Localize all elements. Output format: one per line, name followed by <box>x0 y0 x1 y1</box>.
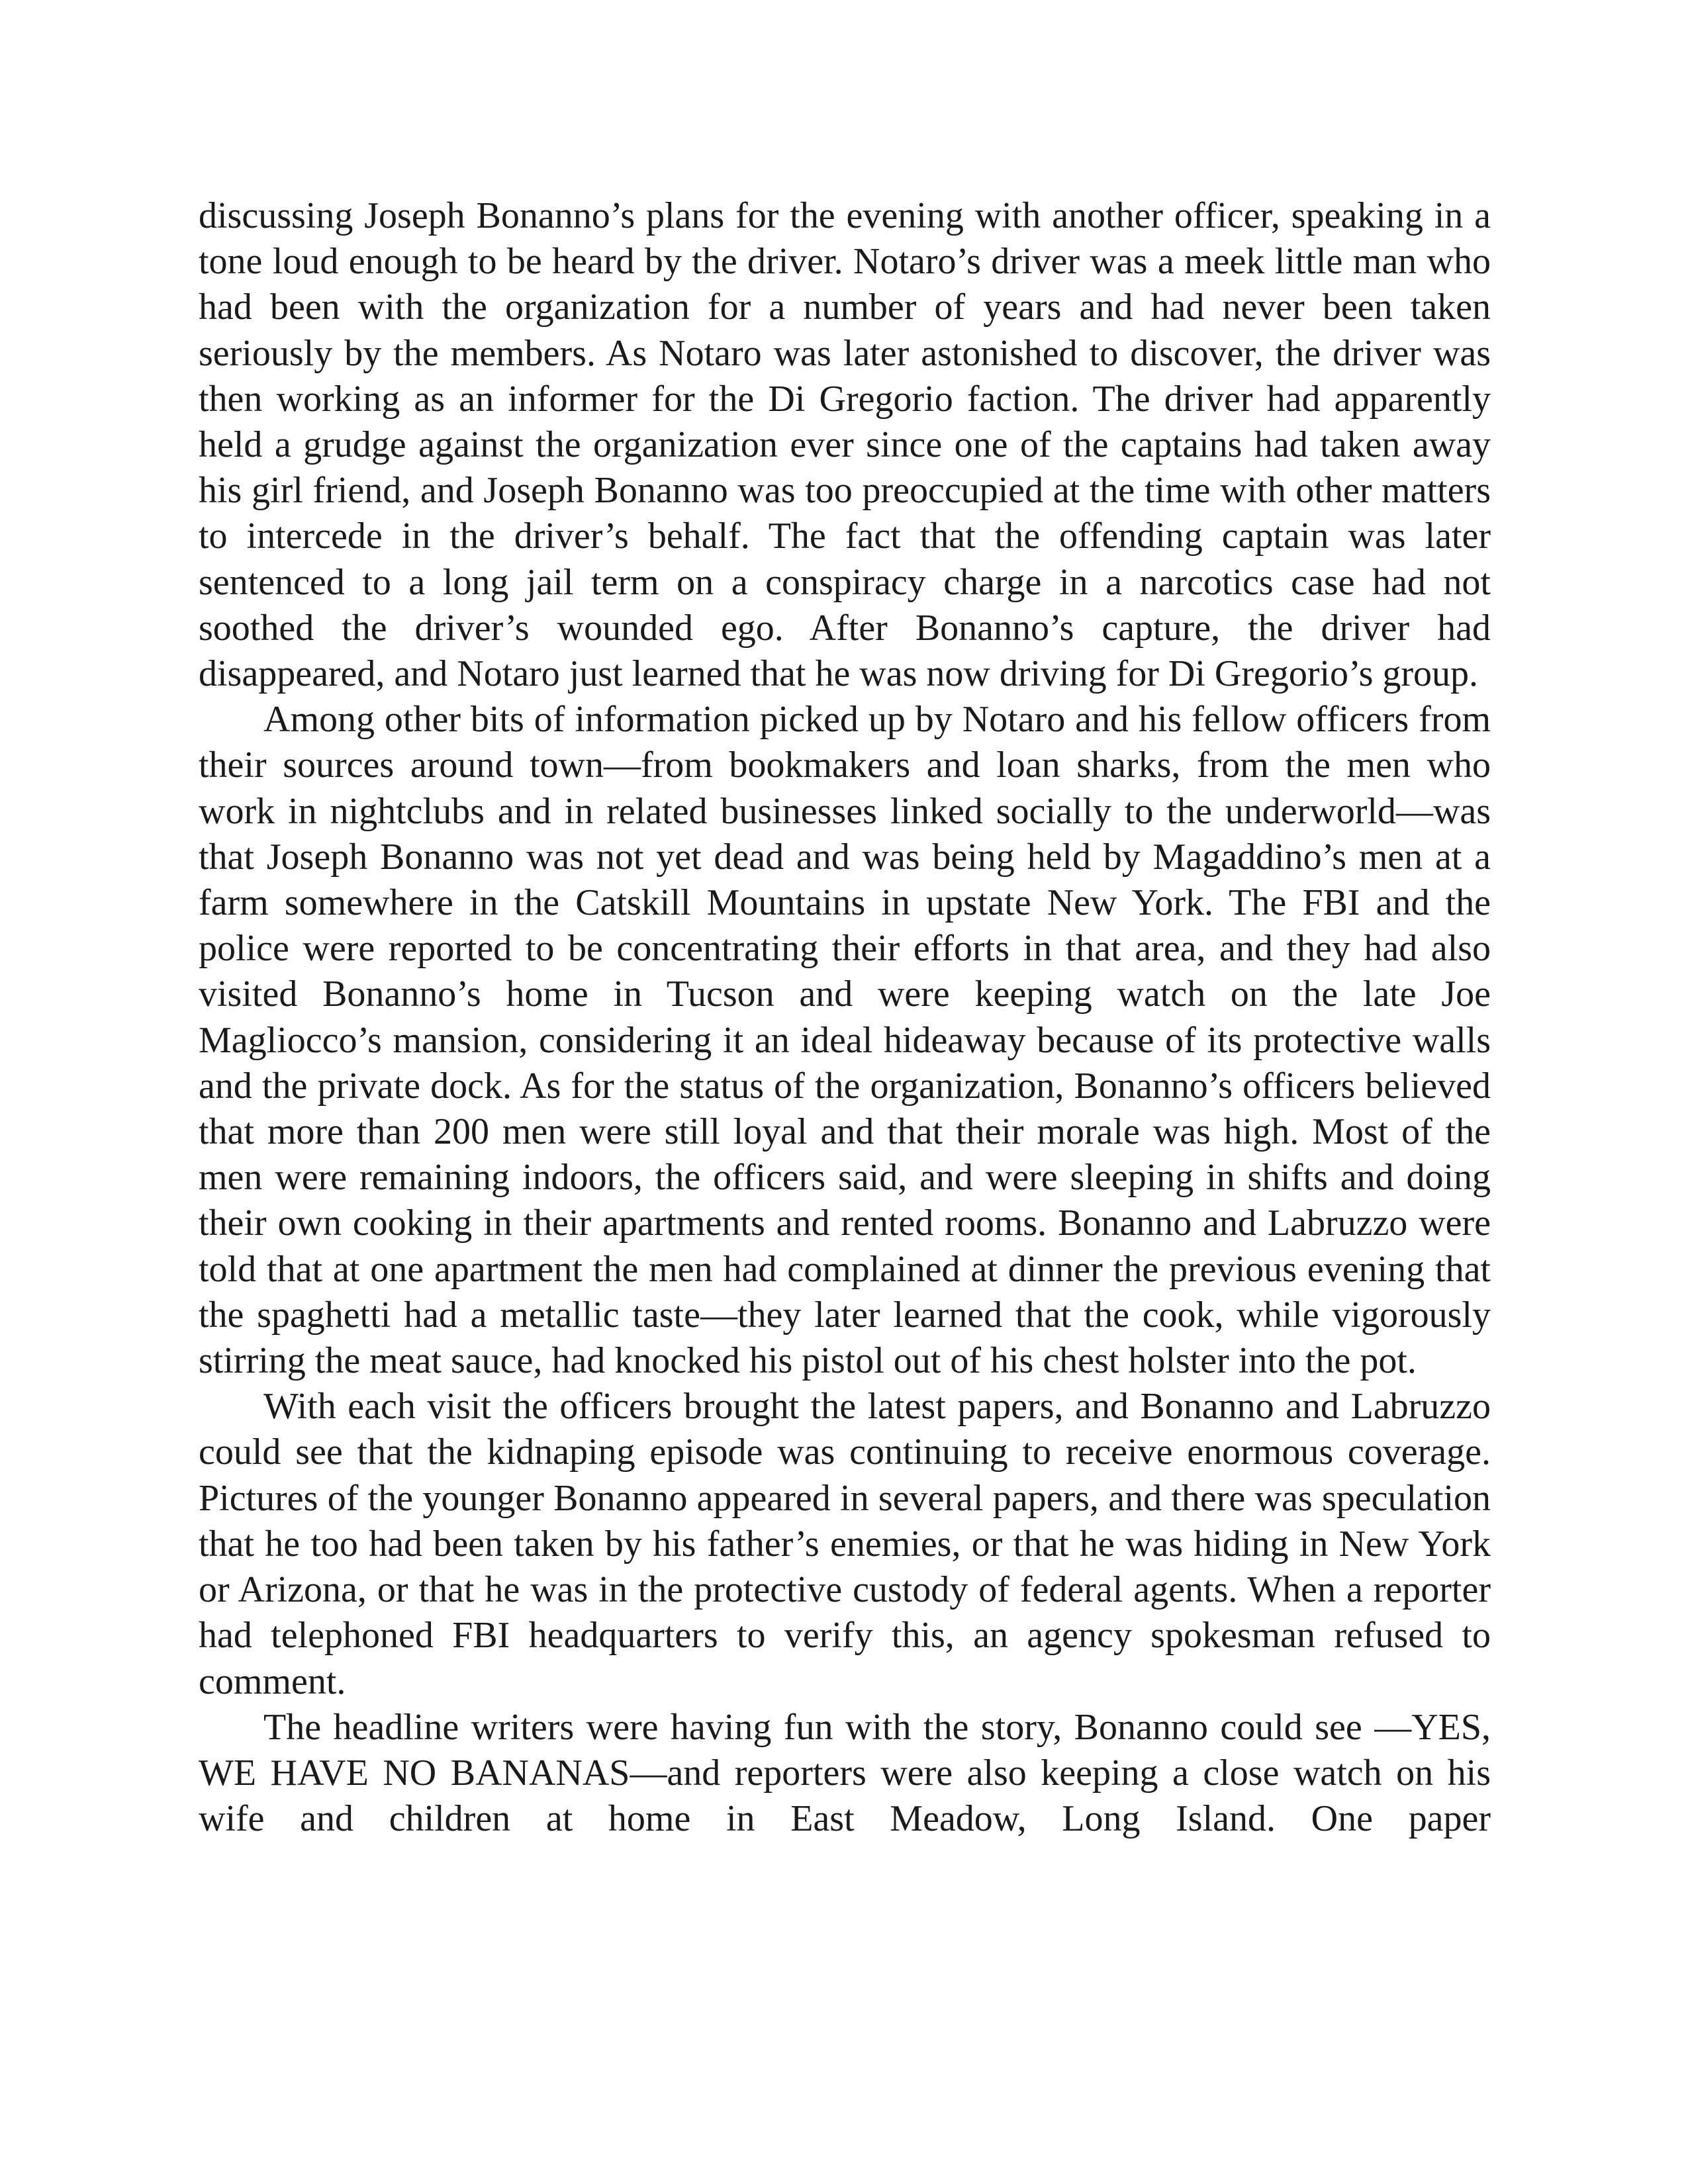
paragraph-1: discussing Joseph Bonanno’s plans for the evening with another officer, speaking in a tone loud enough to be heard by the driver. Notaro’s driver was a meek little man who had been with the organization for a number of years and had never been taken seriously by the members. As Notaro was later astonished to discover, the driver was then working as an informer for the Di Gregorio faction. The driver had apparently held a grudge against the organization ever since one of the captains had taken away his girl friend, and Joseph Bonanno was too preoccupied at the time with other matters to intercede in the driver’s behalf. The fact that the offending captain was later sentenced to a long jail term on a conspiracy charge in a narcotics case had not soothed the driver’s wounded ego. After Bonanno’s capture, the driver had disappeared, and Notaro just learned that he was now driving for Di Gregorio’s group. <box>199 195 1491 695</box>
page-body <box>199 193 1491 1842</box>
paragraph-3: With each visit the officers brought the latest papers, and Bonanno and Labruzzo could see that the kidnaping episode was continuing to receive enormous coverage. Pictures of the younger Bonanno appeared in several papers, and there was speculation that he too had been taken by his father’s enemies, or that he was hiding in New York or Arizona, or that he was in the protective custody of federal agents. When a reporter had telephoned FBI headquarters to verify this, an agency spokesman refused to comment. <box>199 1386 1491 1702</box>
paragraph-2: Among other bits of information picked up by Notaro and his fellow officers from their sources around town—from bookmakers and loan sharks, from the men who work in nightclubs and in related businesses linked socially to the underworld—was that Joseph Bonanno was not yet dead and was being held by Magaddino’s men at a farm somewhere in the Catskill Mountains in upstate New York. The FBI and the police were reported to be concentrating their efforts in that area, and they had also visited Bonanno’s home in Tucson and were keeping watch on the late Joe Magliocco’s mansion, considering it an ideal hideaway because of its protective walls and the private dock. As for the status of the organization, Bonanno’s officers believed that more than 200 men were still loyal and that their morale was high. Most of the men were remaining indoors, the officers said, and were sleeping in shifts and doing their own cooking in their apartments and rented rooms. Bonanno and Labruzzo were told that at one apartment the men had complained at dinner the previous evening that the spaghetti had a metallic taste—they later learned that the cook, while vigorously stirring the meat sauce, had knocked his pistol out of his chest holster into the pot. <box>199 699 1491 1382</box>
paragraph-4: The headline writers were having fun with the story, Bonanno could see —YES, WE HAVE NO BANANAS—and reporters were also keeping a close watch on his wife and children at home in East Meadow, Long Island. One paper <box>199 1706 1491 1840</box>
